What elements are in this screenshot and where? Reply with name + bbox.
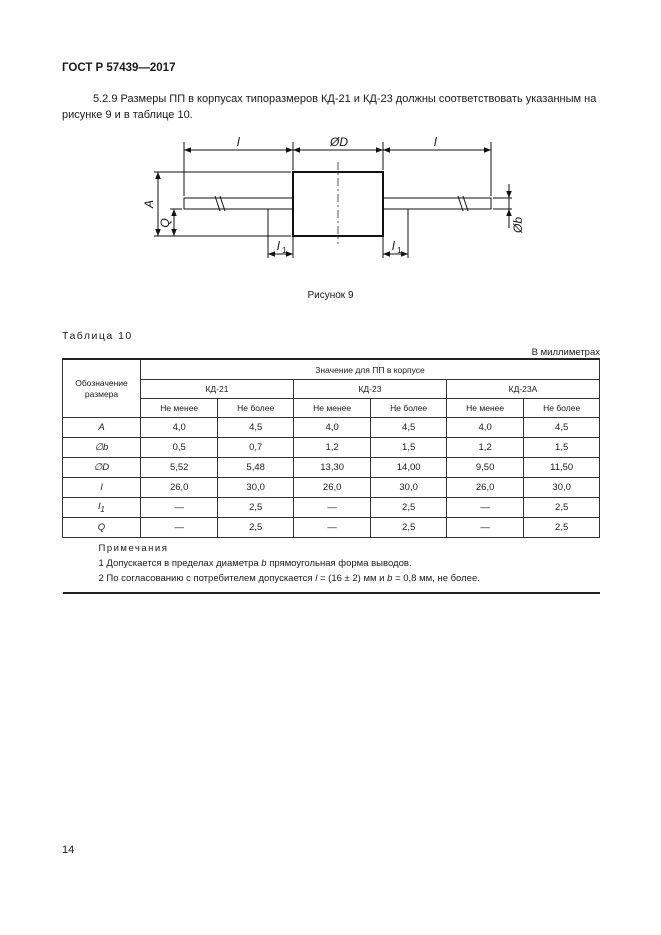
cell: 5,48 bbox=[218, 458, 294, 478]
cell: 1,2 bbox=[293, 438, 370, 458]
cell: 4,0 bbox=[446, 418, 523, 438]
cell: — bbox=[293, 518, 370, 538]
cell: 1,5 bbox=[371, 438, 447, 458]
max-header: Не более bbox=[524, 399, 600, 418]
min-header: Не менее bbox=[293, 399, 370, 418]
row-symbol: $l_1$ bbox=[63, 498, 141, 518]
cell: 11,50 bbox=[524, 458, 600, 478]
cell: 4,0 bbox=[141, 418, 218, 438]
table-row bbox=[63, 498, 600, 518]
notes-title: Примечания bbox=[98, 543, 169, 554]
package-kd23: КД-23 bbox=[293, 380, 446, 399]
cell: — bbox=[141, 498, 218, 518]
row-symbol: Q bbox=[63, 518, 141, 538]
note-1: 1 Допускается в пределах диаметра b прямоугольная форма выводов. bbox=[98, 558, 412, 569]
cell: 26,0 bbox=[446, 478, 523, 498]
cell: 2,5 bbox=[371, 518, 447, 538]
dimensions-table bbox=[62, 358, 600, 594]
column-value-header: Значение для ПП в корпусе bbox=[141, 359, 600, 380]
label-dD: ØD bbox=[330, 135, 348, 149]
label-db: Øb bbox=[511, 216, 525, 234]
paragraph-line-1: 5.2.9 Размеры ПП в корпусах типоразмеров КД-21 и КД-23 должны соответствовать указанным на bbox=[93, 93, 597, 105]
cell: 13,30 bbox=[293, 458, 370, 478]
table-label: Таблица 10 bbox=[62, 330, 133, 342]
cell: 2,5 bbox=[524, 498, 600, 518]
cell: 5,52 bbox=[141, 458, 218, 478]
cell: 26,0 bbox=[293, 478, 370, 498]
table-row bbox=[63, 478, 600, 498]
table-header-row-3 bbox=[63, 399, 600, 418]
cell: 2,5 bbox=[371, 498, 447, 518]
table-header-row-2 bbox=[63, 380, 600, 399]
right-lead bbox=[383, 198, 491, 209]
label-Q: Q bbox=[158, 218, 172, 228]
row-symbol: ∅D bbox=[63, 458, 141, 478]
document-header: ГОСТ Р 57439—2017 bbox=[62, 62, 176, 74]
svg-text:1: 1 bbox=[397, 246, 402, 255]
cell: 26,0 bbox=[141, 478, 218, 498]
row-symbol: l bbox=[63, 478, 141, 498]
cell: 1,2 bbox=[446, 438, 523, 458]
notes-row bbox=[63, 538, 600, 594]
cell: 1,5 bbox=[524, 438, 600, 458]
cell: 30,0 bbox=[371, 478, 447, 498]
label-l-right: l bbox=[434, 135, 437, 149]
max-header: Не более bbox=[218, 399, 294, 418]
package-kd21: КД-21 bbox=[141, 380, 294, 399]
paragraph-line-2: рисунке 9 и в таблице 10. bbox=[62, 109, 193, 121]
label-A: A bbox=[142, 199, 156, 209]
table-units: В миллиметрах bbox=[531, 347, 600, 358]
cell: 2,5 bbox=[524, 518, 600, 538]
min-header: Не менее bbox=[141, 399, 218, 418]
cell: 2,5 bbox=[218, 518, 294, 538]
column-name-header: Обозначение размера bbox=[63, 359, 141, 418]
cell: 30,0 bbox=[524, 478, 600, 498]
label-l-left: l bbox=[237, 135, 240, 149]
label-l1-left: l bbox=[277, 239, 280, 253]
cell: 2,5 bbox=[218, 498, 294, 518]
cell: 4,5 bbox=[524, 418, 600, 438]
cell: — bbox=[141, 518, 218, 538]
cell: — bbox=[446, 518, 523, 538]
cell: 14,00 bbox=[371, 458, 447, 478]
row-symbol: A bbox=[63, 418, 141, 438]
min-header: Не менее bbox=[446, 399, 523, 418]
cell: — bbox=[446, 498, 523, 518]
left-lead bbox=[184, 198, 293, 209]
label-l1-right: l bbox=[392, 239, 395, 253]
table-row bbox=[63, 438, 600, 458]
section-paragraph bbox=[62, 91, 602, 123]
package-kd23a: КД-23А bbox=[446, 380, 599, 399]
note-2: 2 По согласованию с потребителем допускается l = (16 ± 2) мм и b = 0,8 мм, не более. bbox=[98, 573, 480, 584]
max-header: Не более bbox=[371, 399, 447, 418]
table-row bbox=[63, 418, 600, 438]
cell: 0,5 bbox=[141, 438, 218, 458]
table-header-row-1 bbox=[63, 359, 600, 380]
svg-text:1: 1 bbox=[282, 246, 287, 255]
table-row bbox=[63, 518, 600, 538]
cell: 4,0 bbox=[293, 418, 370, 438]
page-number: 14 bbox=[62, 844, 75, 856]
figure-9-drawing bbox=[140, 132, 530, 267]
cell: 30,0 bbox=[218, 478, 294, 498]
cell: — bbox=[293, 498, 370, 518]
row-symbol: ∅b bbox=[63, 438, 141, 458]
figure-caption: Рисунок 9 bbox=[307, 290, 354, 301]
table-row bbox=[63, 458, 600, 478]
cell: 0,7 bbox=[218, 438, 294, 458]
cell: 9,50 bbox=[446, 458, 523, 478]
cell: 4,5 bbox=[371, 418, 447, 438]
table-notes bbox=[63, 538, 600, 594]
cell: 4,5 bbox=[218, 418, 294, 438]
